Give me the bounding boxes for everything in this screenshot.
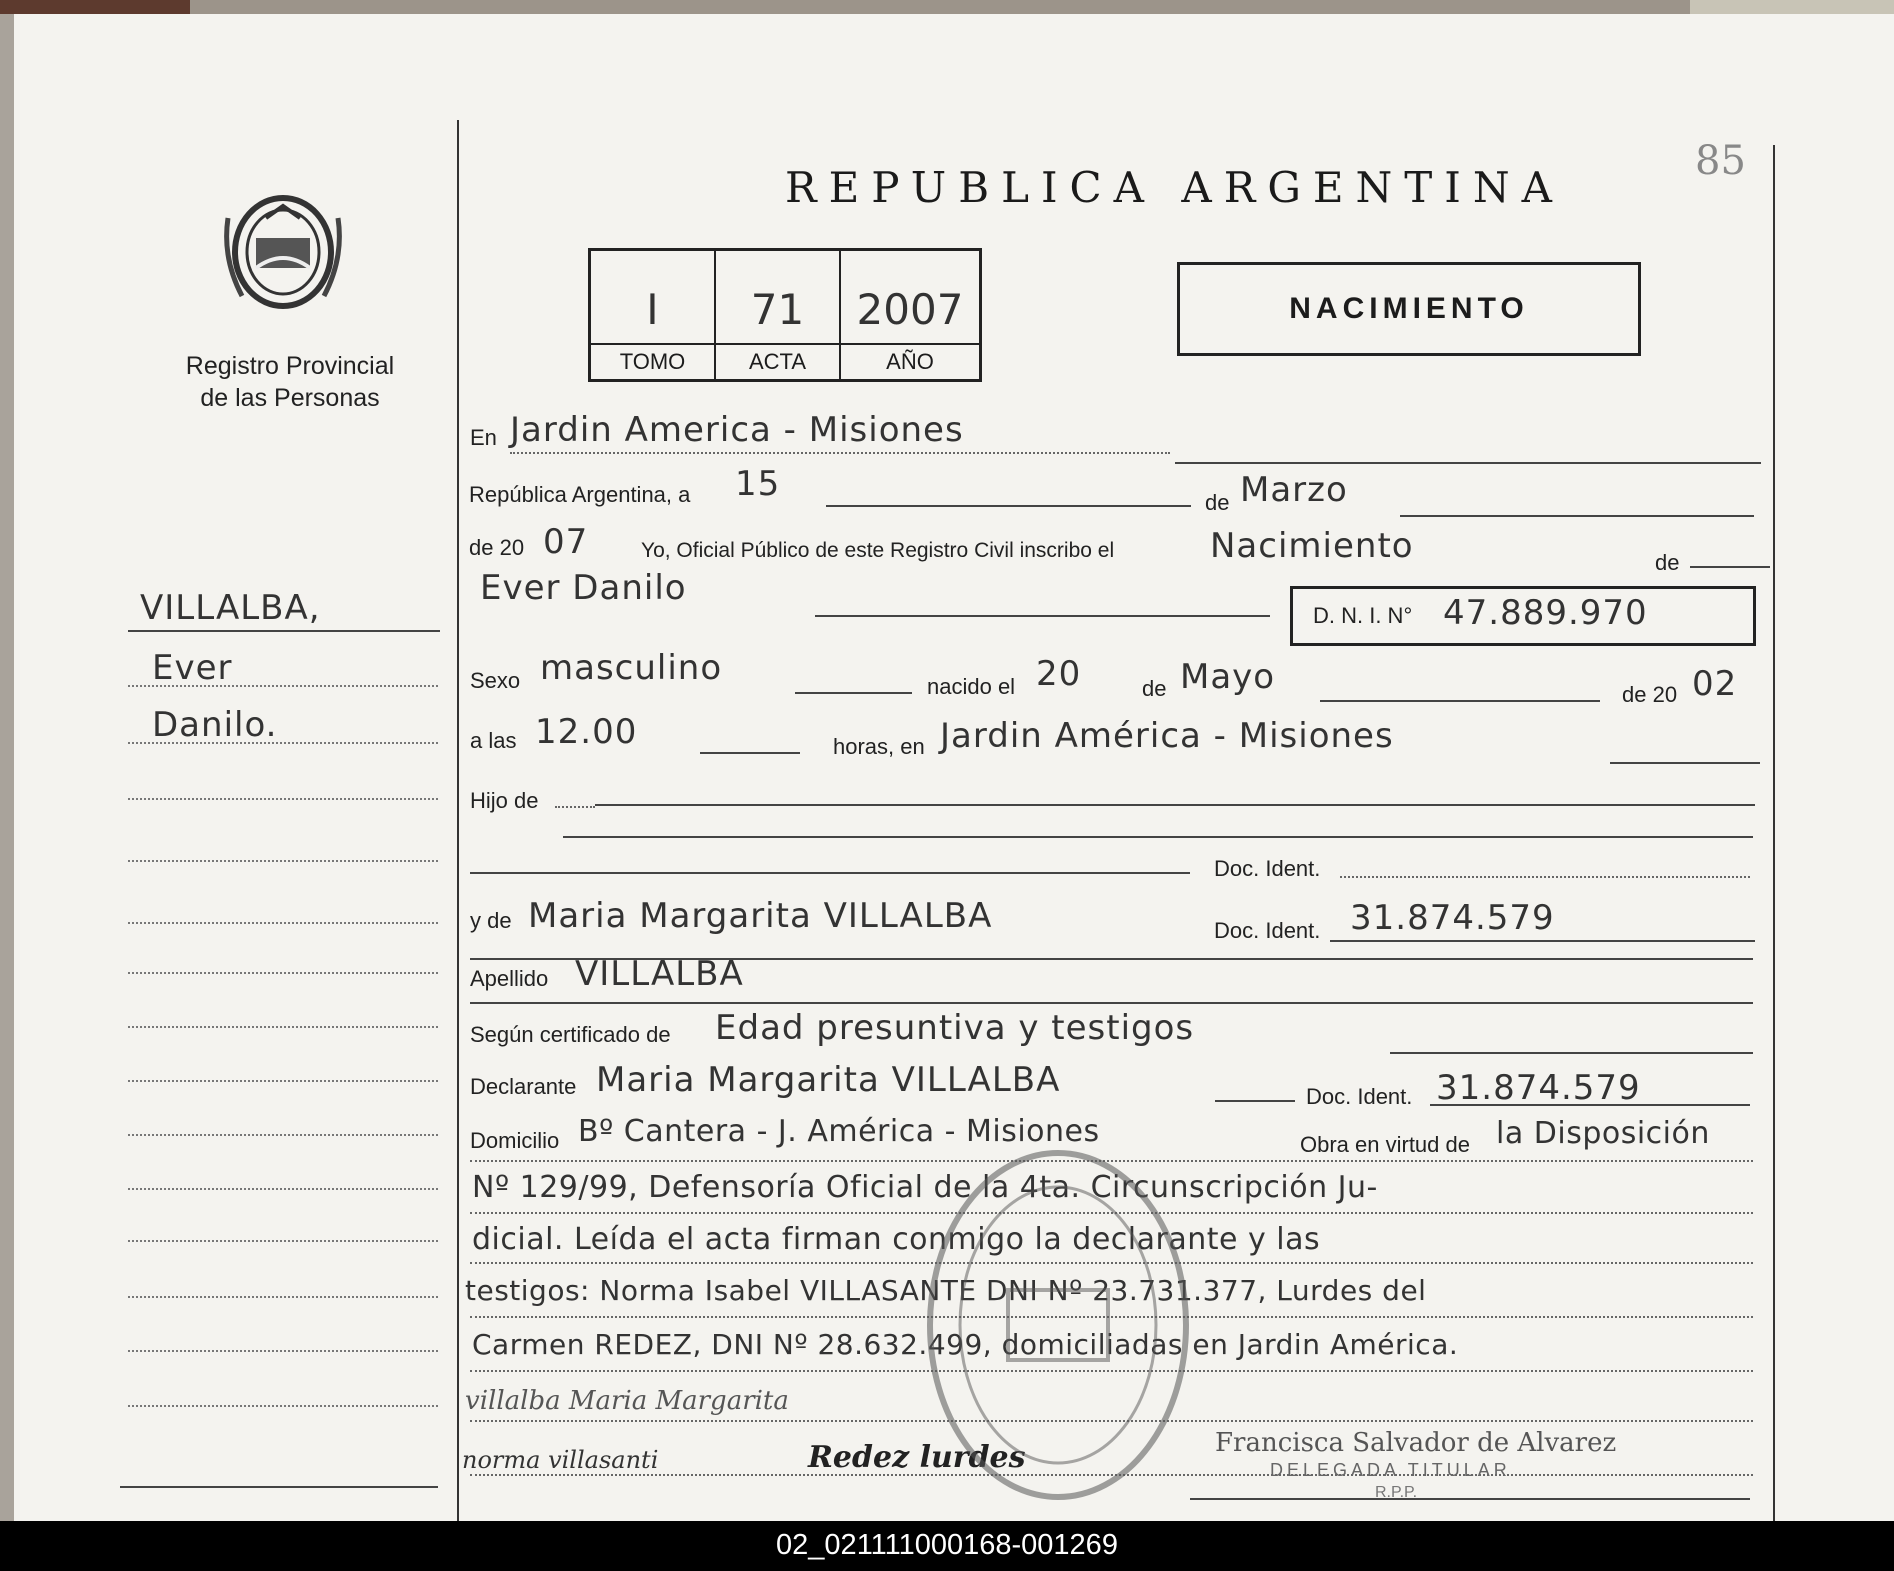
- issuer-line2: de las Personas: [200, 384, 380, 412]
- de-label: de: [1205, 490, 1230, 515]
- yde-label: y de: [470, 908, 512, 933]
- tomo-value: I: [646, 285, 659, 334]
- caption-bar: [0, 1521, 1894, 1571]
- acta-cell: [716, 251, 841, 379]
- mother-doc-value: 31.874.579: [1350, 898, 1555, 938]
- day-value: 15: [735, 464, 781, 504]
- stub-surname: VILLALBA,: [140, 588, 321, 628]
- official-stamp-icon: [918, 1140, 1198, 1510]
- signature-witness-2: Redez lurdes: [808, 1440, 1026, 1475]
- obra-value: la Disposición: [1496, 1116, 1710, 1151]
- official-name: Francisca Salvador de Alvarez: [1215, 1428, 1617, 1458]
- image-id: 02_021111000168-001269: [776, 1529, 1118, 1561]
- birth-month: Mayo: [1180, 657, 1276, 697]
- record-type-box: [1177, 262, 1641, 356]
- body-line-1: Nº 129/99, Defensoría Oficial de la 4ta. Circunscripción Ju-: [472, 1170, 1378, 1205]
- body-line-2: dicial. Leída el acta firman conmigo la declarante y las: [472, 1222, 1321, 1257]
- obra-label: Obra en virtud de: [1300, 1132, 1470, 1157]
- dni-label: D. N. I. N°: [1313, 603, 1413, 628]
- official-title: DELEGADA TITULAR: [1270, 1460, 1511, 1480]
- signature-declarante: villalba Maria Margarita: [465, 1386, 789, 1416]
- horas-label: horas, en: [833, 734, 925, 759]
- body-line-3: testigos: Norma Isabel VILLASANTE DNI Nº 23.731.377, Lurdes del: [465, 1274, 1427, 1307]
- issuer-line1: Registro Provincial: [185, 352, 395, 380]
- dni-box: [1290, 586, 1756, 646]
- page-title: REPUBLICA ARGENTINA: [785, 163, 1564, 212]
- declarante-doc-label: Doc. Ident.: [1306, 1084, 1413, 1109]
- name-value: Ever Danilo: [480, 568, 687, 608]
- hijo-label: Hijo de: [470, 788, 539, 813]
- en-label: En: [470, 425, 497, 450]
- tomo-cell: [591, 251, 716, 379]
- birth-day: 20: [1036, 654, 1082, 694]
- inscribo-value: Nacimiento: [1210, 526, 1414, 566]
- provincial-seal-icon: [218, 178, 348, 320]
- acta-label: ACTA: [716, 343, 839, 375]
- mother-name: Maria Margarita VILLALBA: [528, 896, 993, 936]
- yo-label: Yo, Oficial Público de este Registro Civil inscribo el: [641, 539, 1115, 562]
- declarante-doc-value: 31.874.579: [1436, 1068, 1641, 1108]
- registry-box: [588, 248, 982, 382]
- tomo-label: TOMO: [591, 343, 714, 375]
- birth-de-label: de: [1142, 676, 1167, 701]
- month-value: Marzo: [1240, 470, 1348, 510]
- de20-label: de 20: [469, 535, 525, 560]
- top-edge: [0, 0, 1894, 14]
- alas-label: a las: [470, 728, 517, 753]
- official-abbr: R.P.P.: [1375, 1484, 1418, 1501]
- birth-year: 02: [1692, 664, 1738, 704]
- record-type: NACIMIENTO: [1289, 292, 1529, 325]
- declarante-value: Maria Margarita VILLALBA: [596, 1060, 1061, 1100]
- signature-witness-1: norma villasanti: [462, 1446, 659, 1474]
- segun-label: Según certificado de: [470, 1022, 671, 1047]
- nacido-label: nacido el: [927, 674, 1016, 699]
- stub-firstname: Ever: [152, 648, 233, 688]
- right-border: [1773, 145, 1775, 1521]
- domicilio-label: Domicilio: [470, 1128, 560, 1153]
- acta-value: 71: [750, 285, 805, 334]
- page-number: 85: [1695, 138, 1746, 184]
- en-value: Jardin America - Misiones: [510, 410, 964, 450]
- dni-value: 47.889.970: [1443, 593, 1648, 633]
- apellido-value: VILLALBA: [575, 954, 744, 994]
- anio-cell: [841, 251, 979, 379]
- sexo-label: Sexo: [470, 668, 521, 693]
- birth-de20-label: de 20: [1622, 682, 1678, 707]
- anio-label: AÑO: [841, 343, 979, 375]
- year-value: 07: [543, 522, 589, 562]
- domicilio-value: Bº Cantera - J. América - Misiones: [578, 1114, 1100, 1149]
- stub-divider: [457, 120, 459, 1521]
- apellido-label: Apellido: [470, 966, 549, 991]
- declarante-label: Declarante: [470, 1074, 577, 1099]
- father-doc-label: Doc. Ident.: [1214, 856, 1321, 881]
- mother-doc-label: Doc. Ident.: [1214, 918, 1321, 943]
- stub-middlename: Danilo.: [152, 705, 278, 745]
- sexo-value: masculino: [540, 648, 723, 688]
- hora-value: 12.00: [535, 712, 638, 752]
- segun-value: Edad presuntiva y testigos: [715, 1008, 1195, 1048]
- republica-label: República Argentina, a: [469, 482, 691, 507]
- birth-place: Jardin América - Misiones: [940, 716, 1394, 756]
- de-end-label: de: [1655, 550, 1680, 575]
- body-line-4: Carmen REDEZ, DNI Nº 28.632.499, domiciliadas en Jardin América.: [472, 1328, 1459, 1361]
- anio-value: 2007: [856, 285, 964, 334]
